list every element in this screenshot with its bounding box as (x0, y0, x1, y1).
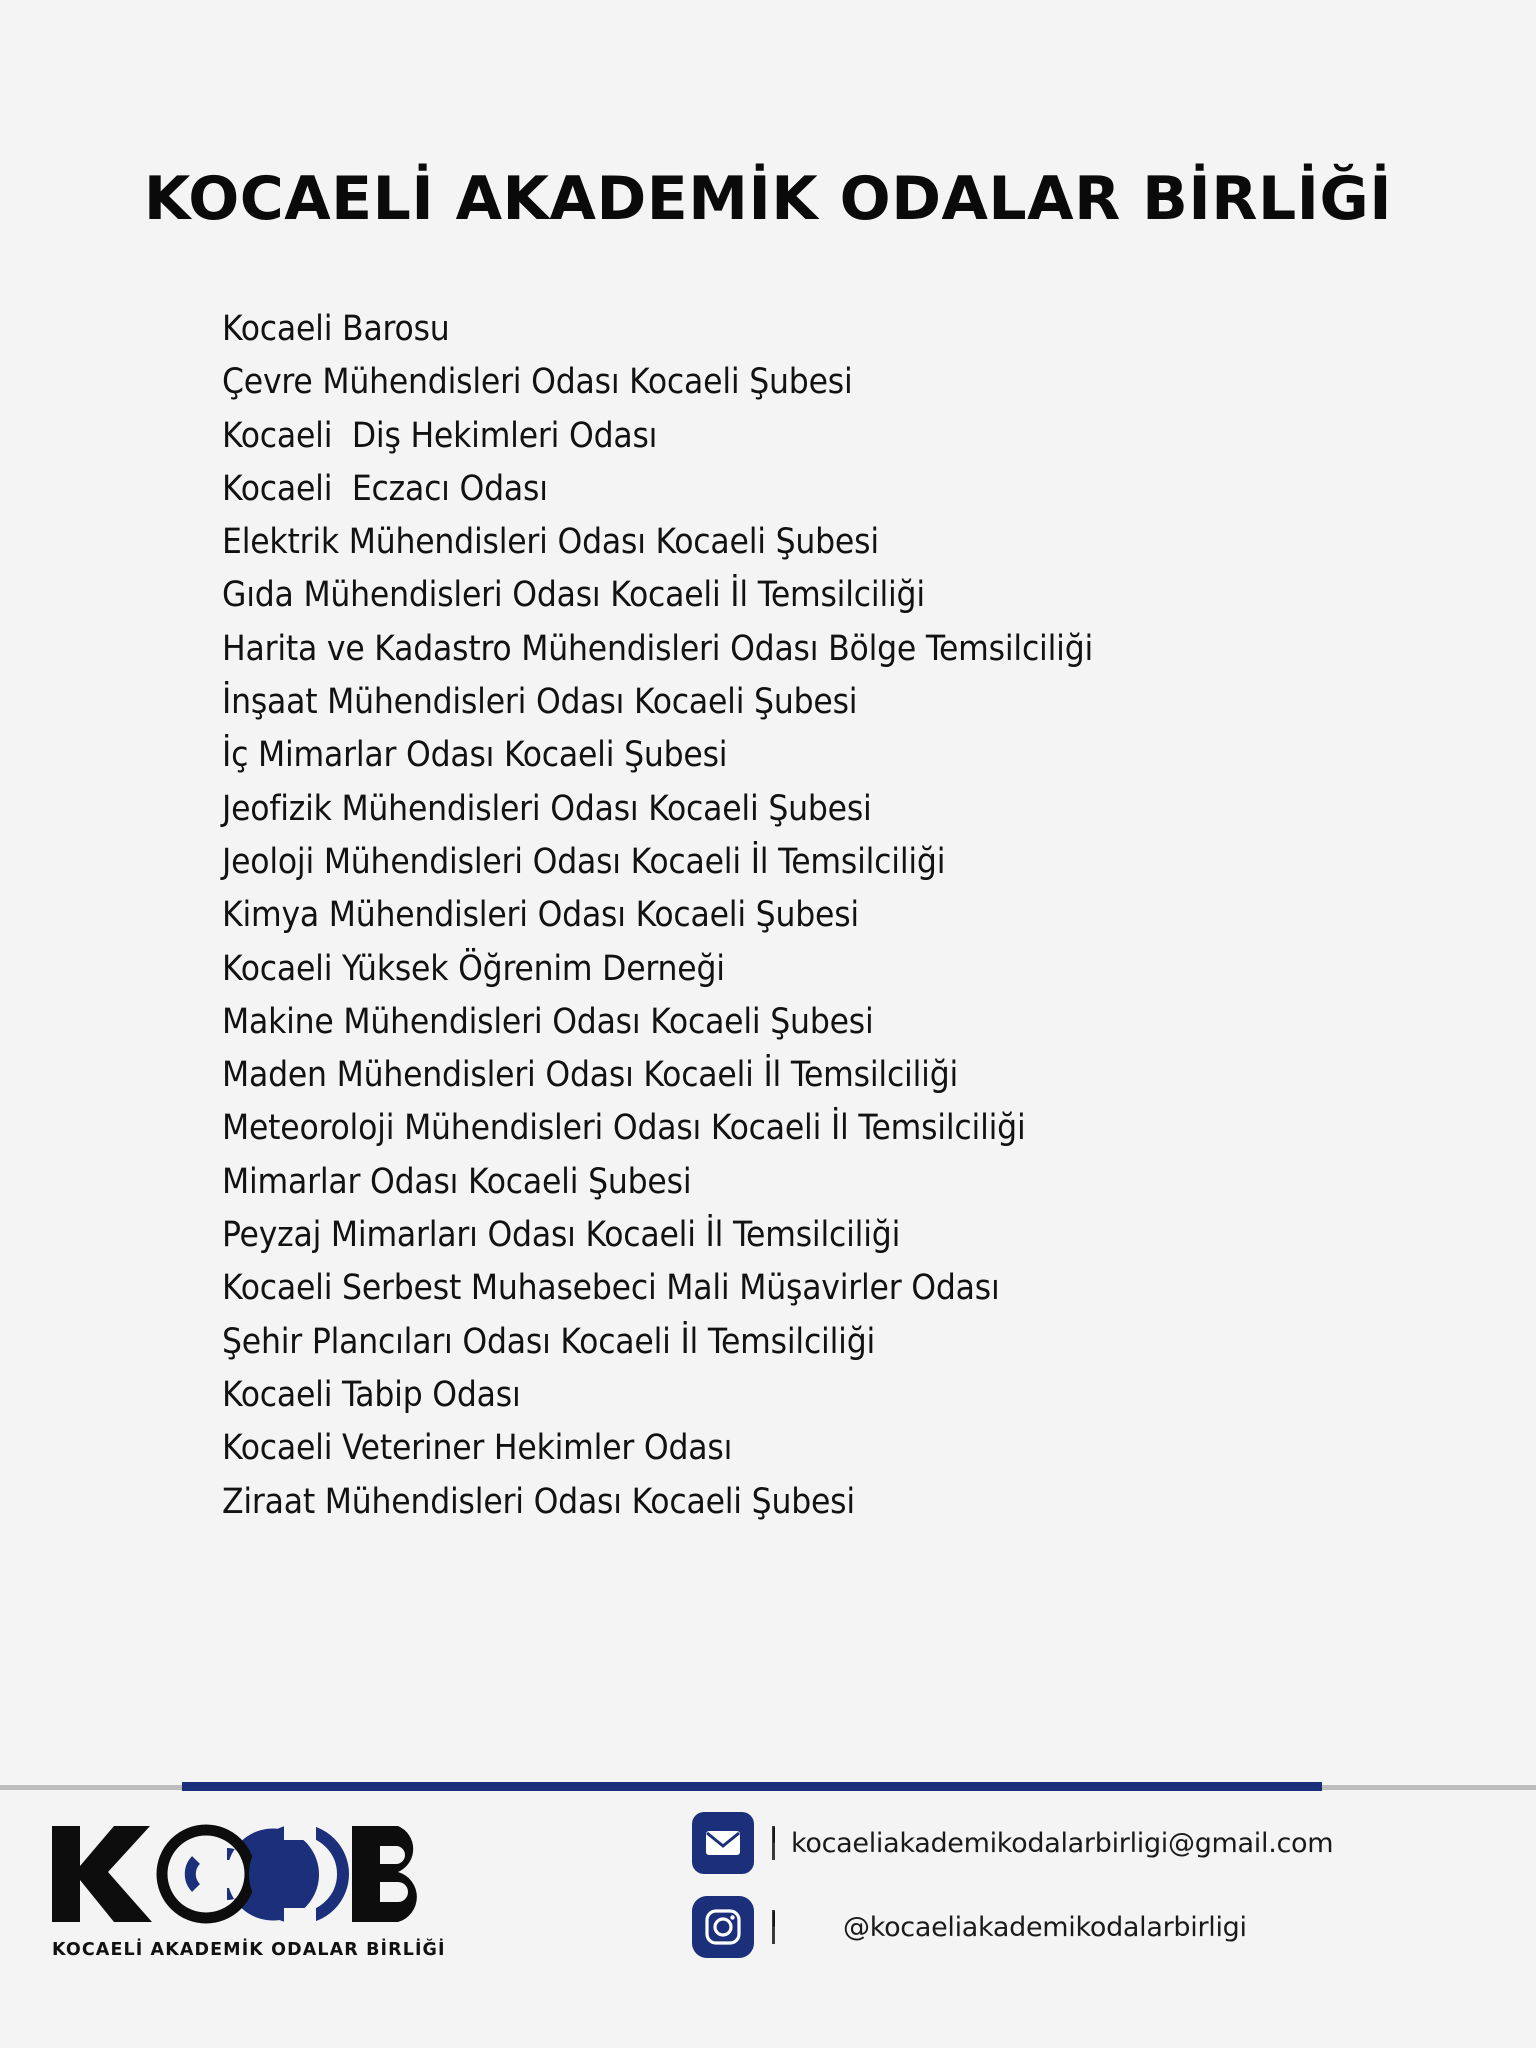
list-item: Gıda Mühendisleri Odası Kocaeli İl Temsilciliği (222, 575, 925, 616)
list-item: Kocaeli Barosu (222, 309, 450, 349)
title-section (0, 0, 1536, 234)
list-item: İç Mimarlar Odası Kocaeli Şubesi (222, 735, 728, 776)
divider-right-segment (1322, 1785, 1536, 1790)
contact-row-email[interactable] (692, 1812, 1333, 1874)
list-item: Çevre Mühendisleri Odası Kocaeli Şubesi (222, 362, 853, 403)
logo-mark (46, 1820, 466, 1928)
contact-info (692, 1812, 1333, 1958)
list-item: Kocaeli Tabip Odası (222, 1374, 521, 1415)
email-address[interactable]: kocaeliakademikodalarbirligi@gmail.com (791, 1827, 1334, 1859)
footer-divider (0, 1782, 1536, 1794)
list-item: Jeoloji Mühendisleri Odası Kocaeli İl Temsilciliği (222, 841, 946, 882)
envelope-icon (692, 1812, 754, 1874)
list-item: Kimya Mühendisleri Odası Kocaeli Şubesi (222, 895, 859, 936)
footer-body (0, 1794, 1536, 2048)
list-item: Maden Mühendisleri Odası Kocaeli İl Temsilciliği (222, 1055, 959, 1096)
instagram-icon (692, 1896, 754, 1958)
divider-navy-segment (182, 1782, 1322, 1791)
divider-left-segment (0, 1785, 182, 1790)
page-title: KOCAELİ AKADEMİK ODALAR BİRLİĞİ (143, 164, 1393, 234)
list-item: Jeofizik Mühendisleri Odası Kocaeli Şubesi (222, 788, 872, 829)
member-list (222, 303, 1496, 1529)
brand-logo (46, 1820, 466, 1960)
contact-row-instagram[interactable] (692, 1896, 1333, 1958)
list-item: Şehir Plancıları Odası Kocaeli İl Temsilciliği (222, 1321, 876, 1362)
instagram-handle[interactable]: @kocaeliakademikodalarbirligi (843, 1911, 1247, 1943)
footer (0, 1782, 1536, 2048)
logo-tagline: KOCAELİ AKADEMİK ODALAR BİRLİĞİ (52, 1940, 446, 1960)
list-item: Kocaeli Serbest Muhasebeci Mali Müşavirler Odası (222, 1268, 1000, 1309)
list-item: Peyzaj Mimarları Odası Kocaeli İl Temsilciliği (222, 1215, 901, 1256)
list-item: İnşaat Mühendisleri Odası Kocaeli Şubesi (222, 682, 858, 723)
instagram-separator: | (772, 1910, 775, 1944)
list-item: Kocaeli Yüksek Öğrenim Derneği (222, 948, 725, 989)
list-item: Kocaeli Diş Hekimleri Odası (222, 415, 658, 456)
email-separator: | (772, 1826, 775, 1860)
list-item: Kocaeli Veteriner Hekimler Odası (222, 1428, 733, 1469)
list-item: Kocaeli Eczacı Odası (222, 468, 548, 509)
list-item: Mimarlar Odası Kocaeli Şubesi (222, 1161, 692, 1202)
list-item: Meteoroloji Mühendisleri Odası Kocaeli İl Temsilciliği (222, 1108, 1026, 1149)
list-item: Harita ve Kadastro Mühendisleri Odası Bölge Temsilciliği (222, 628, 1094, 669)
list-item: Elektrik Mühendisleri Odası Kocaeli Şubesi (222, 522, 879, 563)
list-item: Ziraat Mühendisleri Odası Kocaeli Şubesi (222, 1481, 855, 1522)
list-item: Makine Mühendisleri Odası Kocaeli Şubesi (222, 1001, 874, 1042)
kaob-logo-icon (46, 1820, 446, 1928)
